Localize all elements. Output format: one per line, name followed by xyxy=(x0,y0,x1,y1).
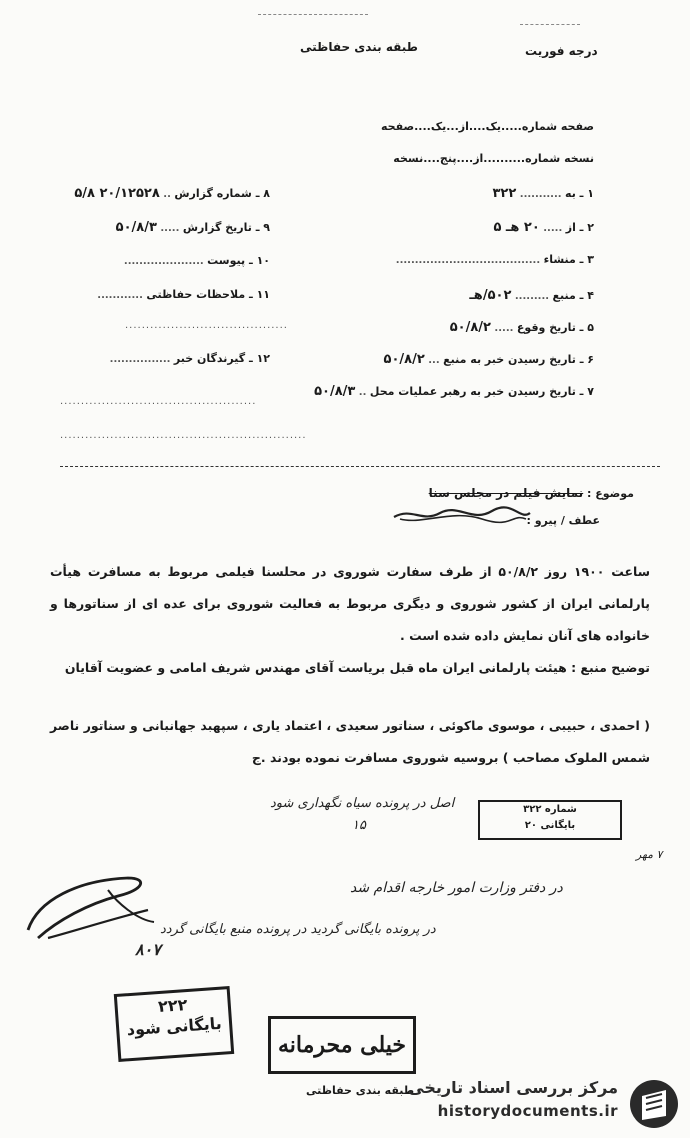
handwritten-note-1-num: ۱۵ xyxy=(352,818,366,833)
field-security-notes: ۱۱ ـ ملاحظات حفاظتی ............ xyxy=(97,288,270,301)
header-top-marks xyxy=(258,14,368,15)
archive-stamp: ۲۲۲ بایگانی شود xyxy=(114,986,234,1062)
watermark xyxy=(400,1076,684,1132)
subject-scribble xyxy=(392,505,532,525)
copy-count: نسخه شماره..........از....پنج....نسخه xyxy=(393,152,594,165)
body-paragraph-2: توضیح منبع : هیئت پارلمانی ایران ماه قبل بریاست آقای مهندس شریف امامی و عضویت آقایان xyxy=(64,660,650,675)
subject-line: موضوع : نمایش فیلم در مجلس سنا xyxy=(428,486,634,500)
field-report-date: ۹ ـ تاریخ گزارش ..... ۵۰/۸/۳ xyxy=(115,220,270,235)
header-classification: طبقه بندی حفاظتی xyxy=(300,40,418,54)
signature-mark xyxy=(18,860,158,950)
field-origin: ۳ ـ منشاء ...................................... xyxy=(395,253,594,266)
watermark-logo-icon xyxy=(626,1076,682,1132)
footer-classification: طبقه بندی حفاظتی xyxy=(306,1084,415,1097)
page-count: صفحه شماره.....یک....از...یک....صفحه xyxy=(380,120,594,133)
side-note: ۷ مهر xyxy=(636,848,663,861)
handwritten-note-2: در دفتر وزارت امور خارجه اقدام شد xyxy=(350,880,563,896)
field-to: ۱ ـ به ........... ۳۲۲ xyxy=(492,186,594,201)
field-received-ops: ۷ ـ تاریخ رسیدن خبر به رهبر عملیات محل .. ۵۰/۸/۳ xyxy=(314,384,594,399)
section-divider xyxy=(60,466,660,467)
field-source: ۴ ـ منبع ......... ۵۰۲/هـ xyxy=(469,288,594,303)
field-dotted-line: ....................................... xyxy=(125,320,288,331)
handwritten-note-1: اصل در پرونده سیاه نگهداری شود xyxy=(270,796,455,811)
field-dotted-line-2: ............................................... xyxy=(60,396,257,407)
field-received-source: ۶ ـ تاریخ رسیدن خبر به منبع ... ۵۰/۸/۲ xyxy=(383,352,594,367)
body-paragraph-3: ( احمدی ، حبیبی ، موسوی ماکوئی ، سناتور سعیدی ، اعتماد یاری ، سپهبد جهانبانی و سناتور ناصر شمس الملوک مصاحب ) بروسیه شوروی مسافرت نموده بودند .ج xyxy=(50,718,650,765)
field-recipients: ۱۲ ـ گیرندگان خبر ................ xyxy=(109,352,270,365)
reference-label: عطف / پیرو : xyxy=(526,514,600,527)
field-attachment: ۱۰ ـ پیوست ..................... xyxy=(123,254,270,267)
header-top-marks-right xyxy=(520,24,580,25)
handwritten-note-3: در پرونده بایگانی گردید در پرونده منبع بایگانی گردد xyxy=(160,922,436,937)
header-priority: درجه فوریت xyxy=(525,44,598,58)
registry-stamp: شماره ۳۲۲ بایگانی ۲۰ xyxy=(478,800,622,840)
watermark-url: historydocuments.ir xyxy=(437,1102,618,1120)
field-dotted-line-3: ........................................................... xyxy=(60,430,307,441)
watermark-title: مرکز بررسی اسناد تاریخی xyxy=(408,1078,618,1097)
field-from: ۲ ـ از ..... ۲۰ هـ ۵ xyxy=(493,220,594,235)
field-report-number: ۸ ـ شماره گزارش .. ۲۰/۱۲۵۲۸ ۵/۸ xyxy=(74,186,270,201)
body-paragraph-1: ساعت ۱۹۰۰ روز ۵۰/۸/۲ از طرف سفارت شوروی در محلسنا فیلمی مربوط به مسافرت هیأت پارلمانی ایران از کشور شوروی و دیگری مربوط به فعالیت شوروی برای عده ای از سناتورها و خانواده های آنان نمایش داده شده است . xyxy=(50,564,650,643)
field-event-date: ۵ ـ تاریخ وقوع ..... ۵۰/۸/۲ xyxy=(449,320,594,335)
handwritten-number: ۸۰۷ xyxy=(135,940,161,959)
confidential-stamp: خیلی محرمانه xyxy=(268,1016,416,1074)
